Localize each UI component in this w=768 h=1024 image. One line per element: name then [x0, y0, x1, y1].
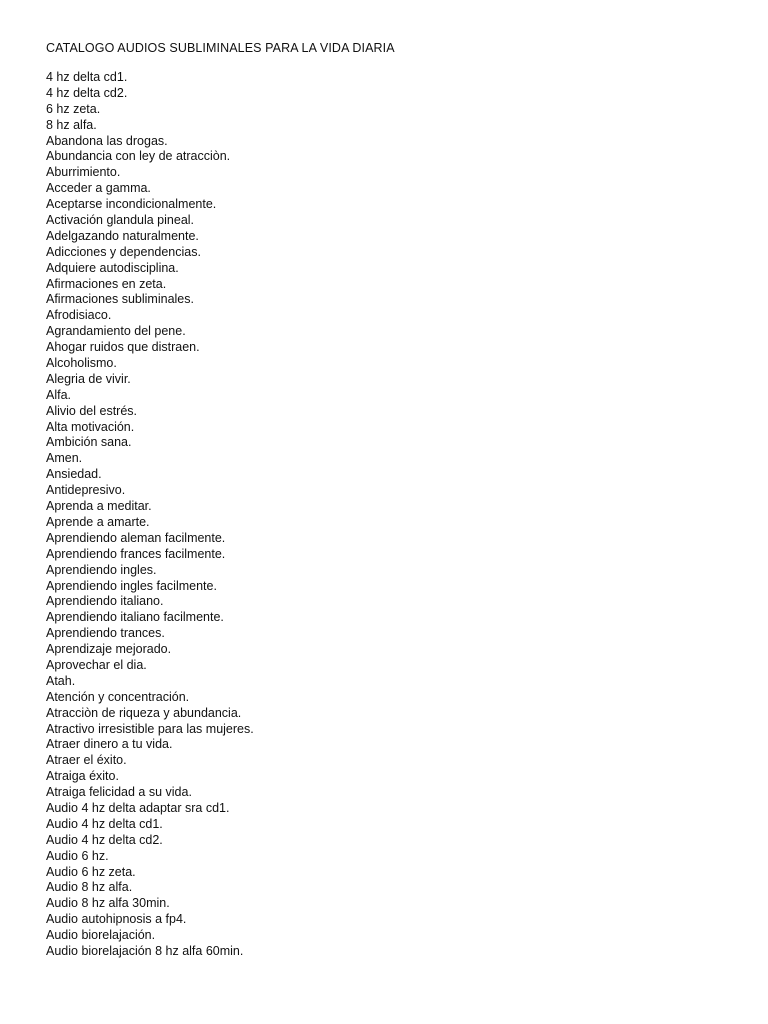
list-item: Atención y concentración.: [46, 689, 190, 704]
list-item: Aprendiendo frances facilmente.: [46, 546, 226, 561]
list-item: Ansiedad.: [46, 467, 102, 482]
list-item: Atraiga éxito.: [46, 769, 119, 784]
list-item: Abandona las drogas.: [46, 133, 168, 148]
list-item: Ambición sana.: [46, 435, 132, 450]
list-item: Audio 6 hz.: [46, 848, 109, 863]
list-item: Afirmaciones en zeta.: [46, 276, 167, 291]
list-item: Atracciòn de riqueza y abundancia.: [46, 705, 242, 720]
list-item: Alivio del estrés.: [46, 403, 138, 418]
list-item: Audio biorelajación.: [46, 928, 156, 943]
list-item: Atraer dinero a tu vida.: [46, 737, 173, 752]
list-item: Alcoholismo.: [46, 356, 117, 371]
list-item: Audio 4 hz delta cd2.: [46, 832, 163, 847]
list-item: Adquiere autodisciplina.: [46, 260, 179, 275]
list-item: Aprovechar el dia.: [46, 657, 147, 672]
list-item: Adelgazando naturalmente.: [46, 228, 199, 243]
list-item: Audio 4 hz delta cd1.: [46, 816, 163, 831]
list-item: Amen.: [46, 451, 83, 466]
list-item: Aprendizaje mejorado.: [46, 642, 172, 657]
list-item: Audio biorelajación 8 hz alfa 60min.: [46, 943, 244, 958]
list-item: Ahogar ruidos que distraen.: [46, 340, 200, 355]
list-item: Antidepresivo.: [46, 483, 126, 498]
list-item: Aprende a amarte.: [46, 514, 150, 529]
list-item: Atraer el éxito.: [46, 753, 127, 768]
list-item: Activación glandula pineal.: [46, 213, 195, 228]
list-item: Atractivo irresistible para las mujeres.: [46, 721, 254, 736]
list-item: Audio 8 hz alfa 30min.: [46, 896, 170, 911]
list-item: Afrodisiaco.: [46, 308, 112, 323]
list-item: 8 hz alfa.: [46, 117, 97, 132]
list-item: Atah.: [46, 673, 76, 688]
list-item: Afirmaciones subliminales.: [46, 292, 194, 307]
list-item: Aprenda a meditar.: [46, 499, 152, 514]
list-item: Atraiga felicidad a su vida.: [46, 785, 192, 800]
list-item: Aprendiendo ingles.: [46, 562, 157, 577]
list-item: Aprendiendo ingles facilmente.: [46, 578, 217, 593]
list-item: Aburrimiento.: [46, 165, 121, 180]
list-item: 4 hz delta cd2.: [46, 85, 128, 100]
document-title: CATALOGO AUDIOS SUBLIMINALES PARA LA VIDA DIARIA: [46, 41, 395, 55]
list-item: Aprendiendo italiano facilmente.: [46, 610, 224, 625]
list-item: Aceptarse incondicionalmente.: [46, 197, 217, 212]
list-item: Audio 4 hz delta adaptar sra cd1.: [46, 800, 230, 815]
list-item: 4 hz delta cd1.: [46, 70, 128, 84]
list-item: 6 hz zeta.: [46, 101, 101, 116]
list-item: Acceder a gamma.: [46, 181, 151, 196]
list-item: Aprendiendo italiano.: [46, 594, 164, 609]
list-item: Adicciones y dependencias.: [46, 244, 201, 259]
list-item: Agrandamiento del pene.: [46, 324, 186, 339]
list-item: Audio 6 hz zeta.: [46, 864, 136, 879]
catalog-list: [46, 70, 254, 960]
list-item: Aprendiendo trances.: [46, 626, 165, 641]
list-item: Audio 8 hz alfa.: [46, 880, 133, 895]
list-item: Aprendiendo aleman facilmente.: [46, 530, 226, 545]
list-item: Audio autohipnosis a fp4.: [46, 912, 187, 927]
list-item: Alta motivación.: [46, 419, 135, 434]
list-item: Alfa.: [46, 387, 72, 402]
list-item: Alegria de vivir.: [46, 371, 131, 386]
list-item: Abundancia con ley de atracciòn.: [46, 149, 231, 164]
